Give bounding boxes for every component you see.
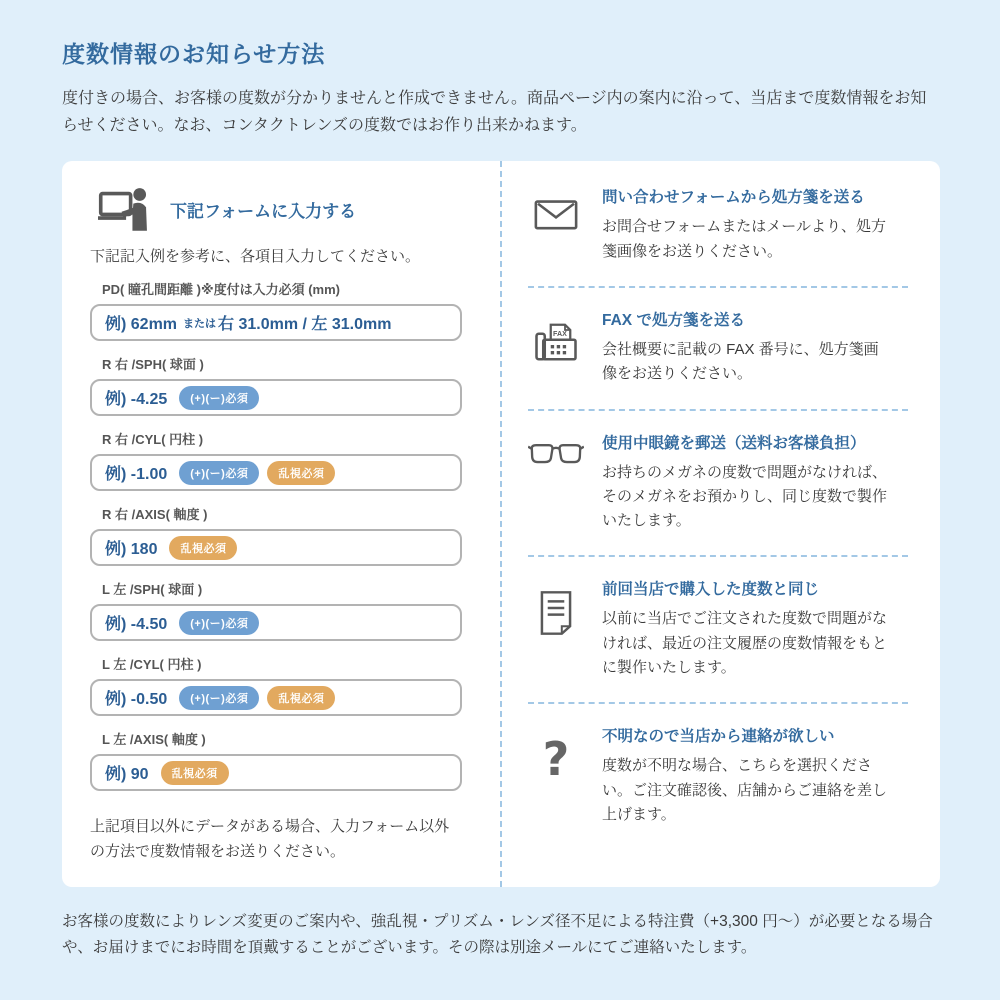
method-title: 前回当店で購入した度数と同じ <box>602 581 820 599</box>
method-item <box>528 165 908 288</box>
example-value: 例) 62mm <box>105 316 178 334</box>
page-title: 度数情報のお知らせ方法 <box>62 41 326 67</box>
example-value: 例) 180 <box>105 541 158 559</box>
astigmatism-badge: 乱視必須 <box>267 686 335 710</box>
method-item <box>528 411 908 558</box>
example-input-box <box>90 529 462 566</box>
method-title: 使用中眼鏡を郵送（送料お客様負担） <box>602 434 866 452</box>
envelope-icon <box>528 185 584 264</box>
form-note: 下記記入例を参考に、各項目入力してください。 <box>90 248 421 266</box>
method-description: お問合せフォームまたはメールより、処方箋画像をお送りください。 <box>602 218 886 260</box>
document-icon <box>528 577 584 680</box>
form-footer-note: 上記項目以外にデータがある場合、入力フォーム以外の方法で度数情報をお送りください。 <box>90 818 450 861</box>
example-input-box <box>90 679 462 716</box>
example-value: 例) 90 <box>105 766 149 784</box>
method-item <box>528 288 908 411</box>
plus-minus-badge: (+)(ー)必須 <box>179 386 259 410</box>
method-description: 度数が不明な場合、こちらを選択ください。ご注文確認後、店舗からご連絡を差し上げます。 <box>602 757 888 823</box>
field-label: L 左 /SPH( 球面 ) <box>102 582 203 598</box>
methods-card <box>62 161 940 887</box>
example-input-box <box>90 454 462 491</box>
method-text <box>602 308 888 387</box>
field-label: R 右 /SPH( 球面 ) <box>102 357 204 373</box>
intro-paragraph: 度付きの場合、お客様の度数が分かりませんと作成できません。商品ページ内の案内に沿って、当店まで度数情報をお知らせください。なお、コンタクトレンズの度数ではお作り出来かねます。 <box>62 90 927 135</box>
example-input-box <box>90 604 462 641</box>
svg-text:FAX: FAX <box>553 329 567 338</box>
form-field <box>90 654 462 716</box>
plus-minus-badge: (+)(ー)必須 <box>179 686 259 710</box>
method-title: FAX で処方箋を送る <box>602 311 745 329</box>
example-value: 例) -4.25 <box>105 391 168 409</box>
plus-minus-badge: (+)(ー)必須 <box>179 611 259 635</box>
footer-paragraph: お客様の度数によりレンズ変更のご案内や、強乱視・プリズム・レンズ径不足による特注費（+3,300 円〜）が必要となる場合や、お届けまでにお時間を頂戴することがございます。その際は別途メールにてご連絡いたします。 <box>62 912 933 957</box>
form-field <box>90 729 462 791</box>
example-value: 例) -0.50 <box>105 691 168 709</box>
form-section-header <box>90 187 462 231</box>
form-field <box>90 429 462 491</box>
method-text <box>602 724 888 827</box>
form-field <box>90 504 462 566</box>
field-label: R 右 /CYL( 円柱 ) <box>102 432 204 448</box>
field-label: R 右 /AXIS( 軸度 ) <box>102 507 208 523</box>
method-description: 会社概要に記載の FAX 番号に、処方箋画像をお送りください。 <box>602 340 879 383</box>
method-item <box>528 557 908 704</box>
field-label: PD( 瞳孔間距離 )※度付は入力必須 (mm) <box>102 282 340 298</box>
field-label: L 左 /AXIS( 軸度 ) <box>102 732 206 748</box>
example-fields <box>90 279 462 791</box>
method-text <box>602 431 888 534</box>
example-input-box <box>90 304 462 341</box>
example-value: 右 31.0mm / 左 31.0mm <box>218 316 392 334</box>
form-field <box>90 579 462 641</box>
fax-icon <box>528 308 584 387</box>
alternative-methods-column <box>500 161 940 887</box>
field-label: L 左 /CYL( 円柱 ) <box>102 657 202 673</box>
astigmatism-badge: 乱視必須 <box>169 536 237 560</box>
method-title: 不明なので当店から連絡が欲しい <box>602 728 835 746</box>
example-value: 例) -1.00 <box>105 466 168 484</box>
presenter-monitor-icon <box>98 187 156 231</box>
example-value: 例) -4.50 <box>105 616 168 634</box>
plus-minus-badge: (+)(ー)必須 <box>179 461 259 485</box>
example-input-box <box>90 754 462 791</box>
form-field <box>90 279 462 341</box>
method-description: お持ちのメガネの度数で問題がなければ、そのメガネをお預かりし、同じ度数で製作いたします。 <box>602 463 888 530</box>
method-text <box>602 185 888 264</box>
example-value: または <box>183 317 217 330</box>
glasses-icon <box>528 431 584 534</box>
method-text <box>602 577 888 680</box>
method-title: 問い合わせフォームから処方箋を送る <box>602 189 865 207</box>
method-item <box>528 704 908 849</box>
example-input-box <box>90 379 462 416</box>
astigmatism-badge: 乱視必須 <box>267 461 335 485</box>
form-section-heading: 下記フォームに入力する <box>170 201 357 221</box>
form-field <box>90 354 462 416</box>
form-example-column <box>62 161 500 887</box>
astigmatism-badge: 乱視必須 <box>161 761 229 785</box>
method-description: 以前に当店でご注文された度数で問題がなければ、最近の注文履歴の度数情報をもとに製作いたします。 <box>602 610 888 677</box>
question-icon: ? <box>542 732 570 787</box>
